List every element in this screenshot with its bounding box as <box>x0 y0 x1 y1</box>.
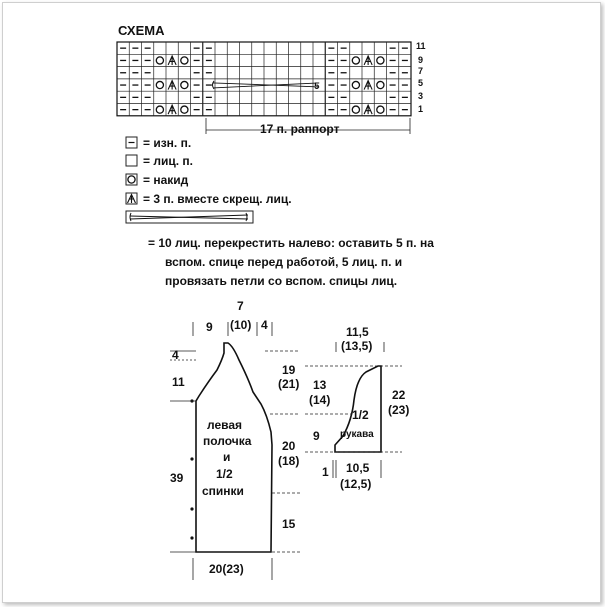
front-dim-right-19b: (21) <box>278 377 300 391</box>
legend-k3tog-icon <box>126 193 137 204</box>
row-number: 11 <box>416 41 426 51</box>
sleeve-dim-right-22b: (23) <box>388 403 410 417</box>
repeat-label: 17 п. раппорт <box>260 122 340 136</box>
sleeve-dim-bottom-b: (12,5) <box>340 477 372 491</box>
sleeve-dim-top: 11,5 <box>346 325 369 339</box>
legend-knit-icon <box>126 155 137 166</box>
front-dim-right-19: 19 <box>282 363 296 377</box>
front-dim-right-15: 15 <box>282 517 296 531</box>
stitch-chart <box>117 42 411 116</box>
sleeve-dim-left-9: 9 <box>313 429 320 443</box>
legend-purl-label: = изн. п. <box>143 136 192 150</box>
sleeve-dim-top-b: (13,5) <box>341 339 373 353</box>
front-label-3: и <box>223 450 231 464</box>
chart-title: СХЕМА <box>118 23 165 38</box>
row-number: 9 <box>418 55 424 65</box>
front-label-5: спинки <box>202 484 244 498</box>
front-dim-right-20: 20 <box>282 439 296 453</box>
front-dim-top-left: 9 <box>206 320 213 334</box>
front-dim-left-39: 39 <box>170 471 184 485</box>
row-number: 7 <box>418 66 424 76</box>
legend-knit-label: = лиц. п. <box>143 154 193 168</box>
front-dim-left-11: 11 <box>172 375 185 389</box>
sleeve-pattern <box>305 325 409 491</box>
row-number: 1 <box>418 104 424 114</box>
legend-purl-icon <box>126 137 137 148</box>
front-dim-shoulder: 4 <box>261 318 268 332</box>
legend <box>126 136 434 288</box>
legend-cable-icon <box>126 211 253 223</box>
legend-yarn-over-icon <box>126 174 137 185</box>
row-number: 5 <box>418 78 424 88</box>
front-label-1: левая <box>207 418 243 432</box>
cable-count-label: 5 <box>314 80 320 91</box>
row-number: 3 <box>418 91 424 101</box>
front-label-4: 1/2 <box>216 467 233 481</box>
legend-cable-label-1: = 10 лиц. перекрестить налево: оставить 5 п. на <box>148 236 434 250</box>
front-dim-left-4: 4 <box>172 348 179 362</box>
legend-yarn-over-label: = накид <box>143 173 189 187</box>
row-numbers <box>416 41 426 114</box>
sleeve-dim-left-13: 13 <box>313 378 327 392</box>
legend-cable-label-3: провязать петли со вспом. спицы лиц. <box>165 274 398 288</box>
front-label-2: полочка <box>203 434 252 448</box>
legend-cable-label-2: вспом. спице перед работой, 5 лиц. п. и <box>165 255 403 269</box>
sleeve-dim-bottom-1: 1 <box>322 465 329 479</box>
front-dim-neck-paren: (10) <box>230 318 252 332</box>
front-pattern <box>170 299 300 580</box>
sleeve-dim-bottom: 10,5 <box>346 461 370 475</box>
sleeve-dim-right-22: 22 <box>392 388 406 402</box>
front-dim-bottom: 20(23) <box>209 562 244 576</box>
sleeve-label-2: рукава <box>340 429 374 440</box>
sleeve-label-1: 1/2 <box>352 408 369 422</box>
front-dim-neck: 7 <box>237 299 244 313</box>
front-dim-right-20b: (18) <box>278 454 300 468</box>
legend-k3tog-label: = 3 п. вместе скрещ. лиц. <box>143 192 292 206</box>
sleeve-dim-left-13b: (14) <box>309 393 331 407</box>
